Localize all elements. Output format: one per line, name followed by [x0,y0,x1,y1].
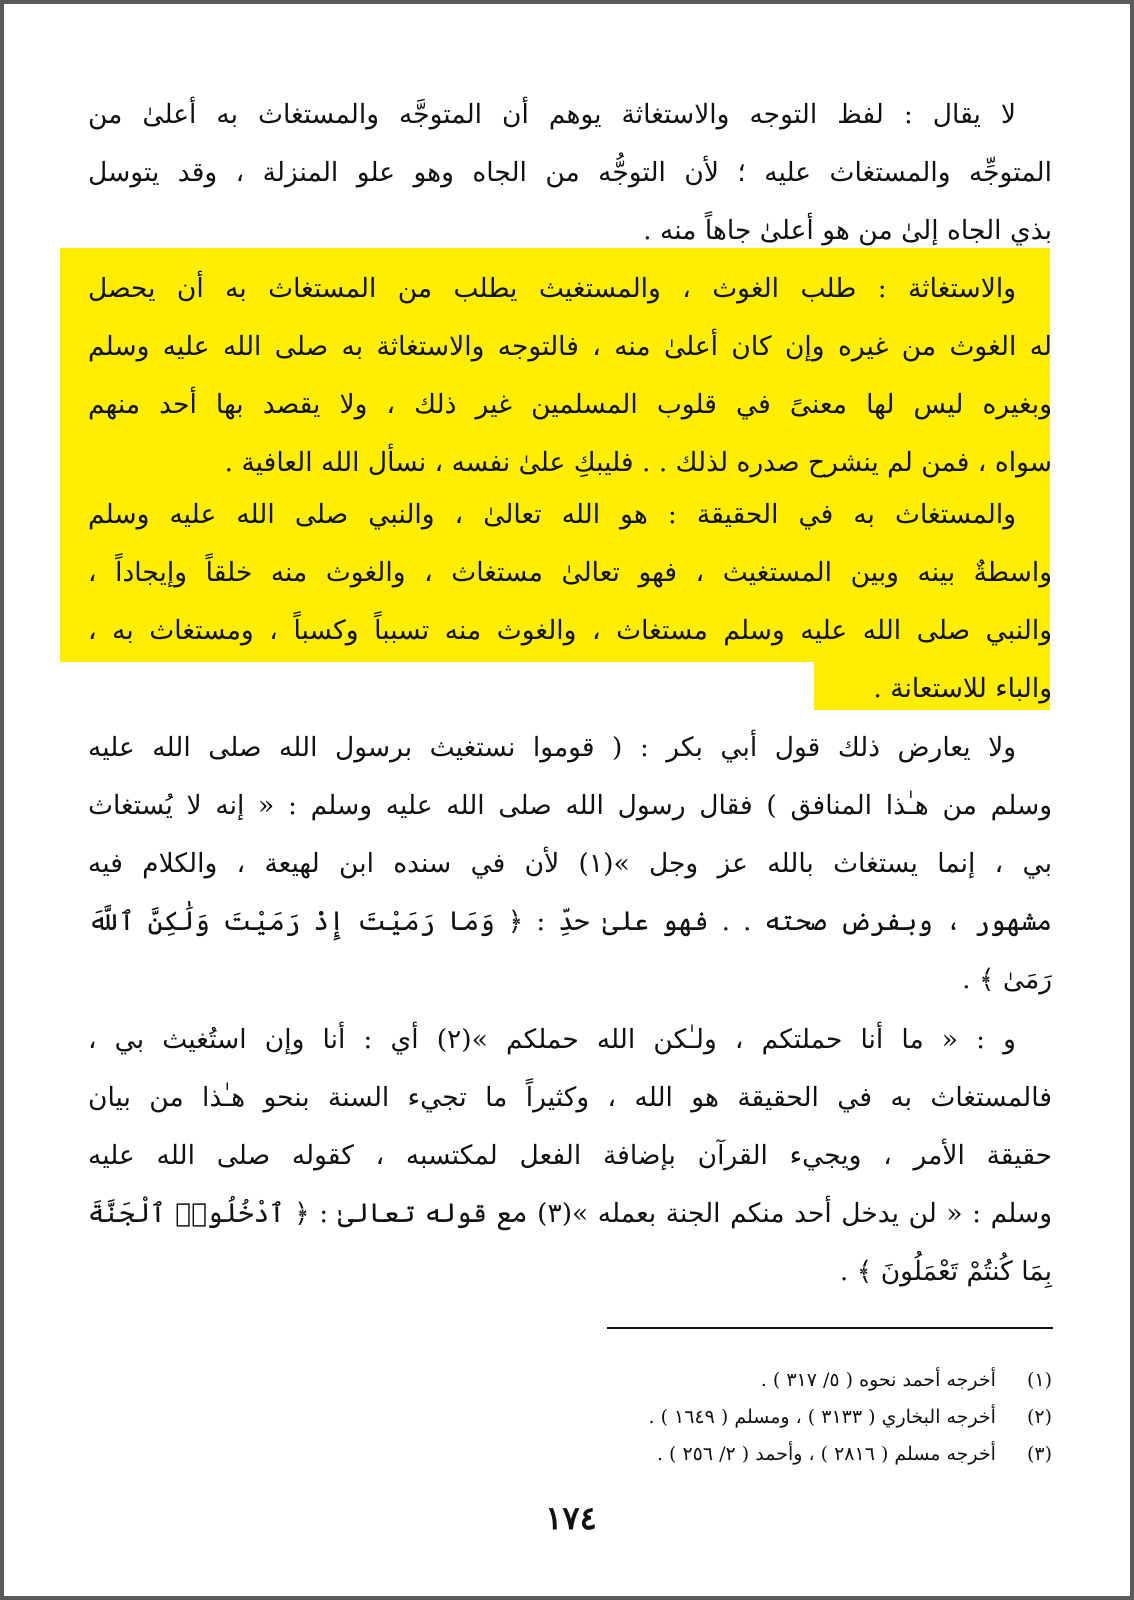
text-line: سواه ، فمن لم ينشرح صدره لذلك . . فليبكِ علىٰ نفسه ، نسأل الله العافية . [224,447,1052,478]
paragraph-5 [88,1011,1052,1301]
text-line: بي ، إنما يستغاث بالله عز وجل »(١) لأن في سنده ابن لهيعة ، والكلام فيه [88,848,1052,879]
text-line: وسلم : « لن يدخل أحد منكم الجنة بعمله »(٣) مع قوله تعالىٰ : ﴿ ٱدْخُلُوا۟ ٱلْجَنَّةَ [88,1198,1052,1229]
text-line: بِمَا كُنتُمْ تَعْمَلُونَ ﴾ . [839,1256,1052,1287]
footnote-1 [304,1362,1052,1399]
text-line: والمستغاث به في الحقيقة : هو الله تعالىٰ ، والنبي صلى الله عليه وسلم [88,499,1016,530]
footnote-2 [304,1399,1052,1436]
text-line: بذي الجاه إلىٰ من هو أعلىٰ جاهاً منه . [643,215,1052,246]
text-line: مشهور ، وبفرض صحته . . فهو علىٰ حدِّ : ﴿ وَمَا رَمَيْتَ إِذْ رَمَيْتَ وَلَٰكِنَّ ٱللَّهَ [88,906,1052,937]
text-line: والباء للاستعانة . [873,673,1052,704]
text-line: المتوجِّه والمستغاث عليه ؛ لأن التوجُّه من الجاه وهو علو المنزلة ، وقد يتوسل [88,157,1052,188]
footnote-number: (٢) [1026,1406,1052,1428]
paragraph-3-highlighted [88,486,1052,718]
text-line: والاستغاثة : طلب الغوث ، والمستغيث يطلب من المستغاث به أن يحصل [88,273,1016,304]
text-line: لا يقال : لفظ التوجه والاستغاثة يوهم أن المتوجَّه والمستغاث به أعلىٰ من [88,99,1016,130]
paragraph-1 [88,86,1052,260]
text-line: فالمستغاث به في الحقيقة هو الله ، وكثيراً ما تجيء السنة بنحو هـٰذا من بيان [88,1082,1052,1113]
text-line: واسطةٌ بينه وبين المستغيث ، فهو تعالىٰ مستغاث ، والغوث منه خلقاً وإيجاداً ، [88,557,1052,588]
page-number: ١٧٤ [545,1499,597,1537]
text-line: وسلم من هـٰذا المنافق ) فقال رسول الله صلى الله عليه وسلم : « إنه لا يُستغاث [88,790,1052,821]
text-line: و : « ما أنا حملتكم ، ولـٰكن الله حملكم »(٢) أي : أنا وإن استُغيث بي ، [88,1024,1016,1055]
footnote-number: (١) [1026,1369,1052,1391]
text-line: وبغيره ليس لها معنىً في قلوب المسلمين غير ذلك ، ولا يقصد بها أحد منهم [88,389,1052,420]
text-line: حقيقة الأمر ، ويجيء القرآن بإضافة الفعل لمكتسبه ، كقوله صلى الله عليه [88,1140,1052,1171]
footnote-text: أخرجه البخاري ( ٣١٣٣ ) ، ومسلم ( ١٦٤٩ ) . [648,1406,996,1428]
footnote-separator [607,1327,1053,1329]
text-line: ولا يعارض ذلك قول أبي بكر : ( قوموا نستغيث برسول الله صلى الله عليه [88,732,1016,763]
footnote-3 [304,1436,1052,1473]
text-line: والنبي صلى الله عليه وسلم مستغاث ، والغوث منه تسبباً وكسباً ، ومستغاث به ، [88,615,1052,646]
footnote-number: (٣) [1026,1443,1052,1465]
paragraph-2-highlighted [88,260,1052,492]
paragraph-4 [88,719,1052,1009]
text-line: رَمَىٰ ﴾ . [962,964,1052,995]
footnote-text: أخرجه مسلم ( ٢٨١٦ ) ، وأحمد ( ٢/ ٢٥٦ ) . [656,1443,996,1465]
footnote-text: أخرجه أحمد نحوه ( ٥/ ٣١٧ ) . [760,1369,996,1391]
text-line: له الغوث من غيره وإن كان أعلىٰ منه ، فالتوجه والاستغاثة به صلى الله عليه وسلم [88,331,1052,362]
